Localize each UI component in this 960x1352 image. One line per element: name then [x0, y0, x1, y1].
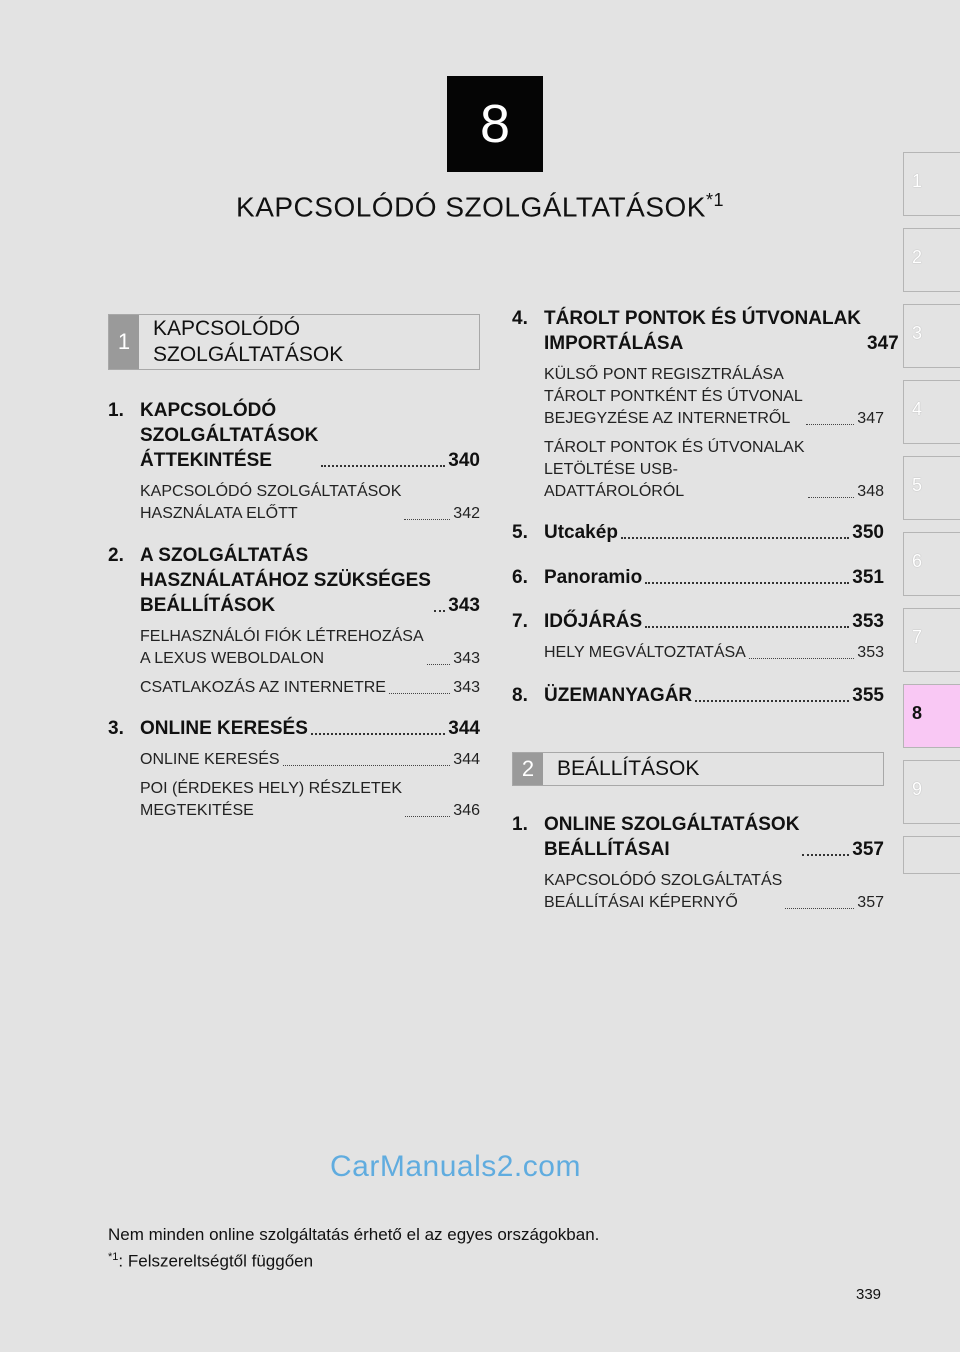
toc-subentry[interactable]: KAPCSOLÓDÓ SZOLGÁLTATÁS BEÁLLÍTÁSAI KÉPERNYŐ 357 — [512, 870, 884, 914]
page-ref: 344 — [453, 751, 480, 768]
tab-chapter-4[interactable]: 4 — [903, 380, 960, 444]
toc-subentry[interactable]: HELY MEGVÁLTOZTATÁSA 353 — [512, 642, 884, 664]
section-header-2 — [512, 752, 884, 786]
page-ref: 346 — [453, 802, 480, 819]
page-ref: 353 — [857, 644, 884, 661]
chapter-title-mark: *1 — [705, 190, 724, 210]
tab-chapter-6[interactable]: 6 — [903, 532, 960, 596]
page-ref: 342 — [453, 505, 480, 522]
page-ref: 340 — [448, 450, 480, 471]
section-number: 1 — [109, 315, 139, 369]
tab-chapter-8[interactable]: 8 — [903, 684, 960, 748]
page-ref: 357 — [852, 839, 884, 860]
section-title: BEÁLLÍTÁSOK — [557, 757, 700, 780]
toc-subentry[interactable]: FELHASZNÁLÓI FIÓK LÉTREHOZÁSA A LEXUS WEBOLDALON 343 — [108, 626, 480, 670]
toc-entry[interactable]: 3. ONLINE KERESÉS 344 ONLINE KERESÉS 344 POI (ÉRDEKES HELY) RÉSZLETEK MEGTEKITÉSE 346 — [108, 716, 480, 822]
footnote-mark: *1 — [108, 1251, 119, 1263]
tab-chapter-5[interactable]: 5 — [903, 456, 960, 520]
page-ref: 351 — [852, 567, 884, 588]
page-ref: 355 — [852, 685, 884, 706]
toc-entry[interactable]: 1. ONLINE SZOLGÁLTATÁSOK BEÁLLÍTÁSAI 357 KAPCSOLÓDÓ SZOLGÁLTATÁS BEÁLLÍTÁSAI KÉPERNYŐ 357 — [512, 812, 884, 914]
chapter-number-box — [447, 76, 543, 172]
toc-subentry[interactable]: TÁROLT PONTOK ÉS ÚTVONALAK LETÖLTÉSE USB- ADATTÁROLÓRÓL 348 — [512, 437, 884, 503]
page-ref: 343 — [453, 650, 480, 667]
chapter-number: 8 — [479, 94, 511, 154]
section-number: 2 — [513, 753, 543, 785]
tab-chapter-9[interactable]: 9 — [903, 760, 960, 824]
page-ref: 343 — [448, 595, 480, 616]
toc-entry[interactable]: 8. ÜZEMANYAGÁR 355 — [512, 685, 884, 706]
toc-entry[interactable]: 1. KAPCSOLÓDÓ SZOLGÁLTATÁSOK ÁTTEKINTÉSE 340 KAPCSOLÓDÓ SZOLGÁLTATÁSOK HASZNÁLATA ELŐTT 342 — [108, 398, 480, 525]
watermark: CarManuals2.com — [330, 1150, 581, 1183]
toc-entry[interactable]: 5. Utcakép 350 — [512, 522, 884, 543]
page-ref: 348 — [857, 483, 884, 500]
tab-chapter-1[interactable]: 1 — [903, 152, 960, 216]
page-ref: 347 — [867, 333, 899, 354]
page-ref: 344 — [448, 718, 480, 739]
toc-entry[interactable]: 4. TÁROLT PONTOK ÉS ÚTVONALAK IMPORTÁLÁSA 347 KÜLSŐ PONT REGISZTRÁLÁSA TÁROLT PONTKÉNT ÉS ÚTVONAL BEJEGYZÉSE AZ INTERNETRŐL 347 TÁROLT PONTOK ÉS ÚTVONALAK LETÖLTÉSE USB- ADATTÁROLÓRÓL 348 — [512, 306, 884, 503]
tab-chapter-7[interactable]: 7 — [903, 608, 960, 672]
toc-subentry[interactable]: ONLINE KERESÉS 344 — [108, 749, 480, 771]
chapter-title: KAPCSOLÓDÓ SZOLGÁLTATÁSOK$^{*1}$ — [236, 190, 724, 223]
tab-chapter-2[interactable]: 2 — [903, 228, 960, 292]
page-ref: 343 — [453, 679, 480, 696]
toc-entry[interactable]: 6. Panoramio 351 — [512, 567, 884, 588]
toc-subentry[interactable]: CSATLAKOZÁS AZ INTERNETRE 343 — [108, 677, 480, 699]
page-ref: 347 — [857, 410, 884, 427]
toc-entry[interactable]: 2. A SZOLGÁLTATÁS HASZNÁLATÁHOZ SZÜKSÉGES BEÁLLÍTÁSOK 343 FELHASZNÁLÓI FIÓK LÉTREHOZÁSA A LEXUS WEBOLDALON 343 CSATLAKOZÁS AZ INTERNETRE 343 — [108, 543, 480, 699]
page-ref: 353 — [852, 611, 884, 632]
page-number: 339 — [856, 1286, 882, 1303]
toc-subentry[interactable]: KÜLSŐ PONT REGISZTRÁLÁSA TÁROLT PONTKÉNT ÉS ÚTVONAL BEJEGYZÉSE AZ INTERNETRŐL 347 — [512, 364, 884, 430]
tab-chapter-3[interactable]: 3 — [903, 304, 960, 368]
toc-entry[interactable]: 7. IDŐJÁRÁS 353 HELY MEGVÁLTOZTATÁSA 353 — [512, 609, 884, 664]
tab-chapter-blank[interactable] — [903, 836, 960, 874]
toc-subentry[interactable]: POI (ÉRDEKES HELY) RÉSZLETEK MEGTEKITÉSE 346 — [108, 778, 480, 822]
page-ref: 357 — [857, 894, 884, 911]
toc-subentry[interactable]: KAPCSOLÓDÓ SZOLGÁLTATÁSOK HASZNÁLATA ELŐTT 342 — [108, 481, 480, 525]
page-ref: 350 — [852, 522, 884, 543]
footer-note: Nem minden online szolgáltatás érhető el az egyes országokban. $^{*1}$: Felszereltségtől függően — [108, 1225, 600, 1271]
section-title: KAPCSOLÓDÓ SZOLGÁLTATÁSOK — [153, 317, 344, 366]
section-header-1 — [108, 314, 480, 370]
